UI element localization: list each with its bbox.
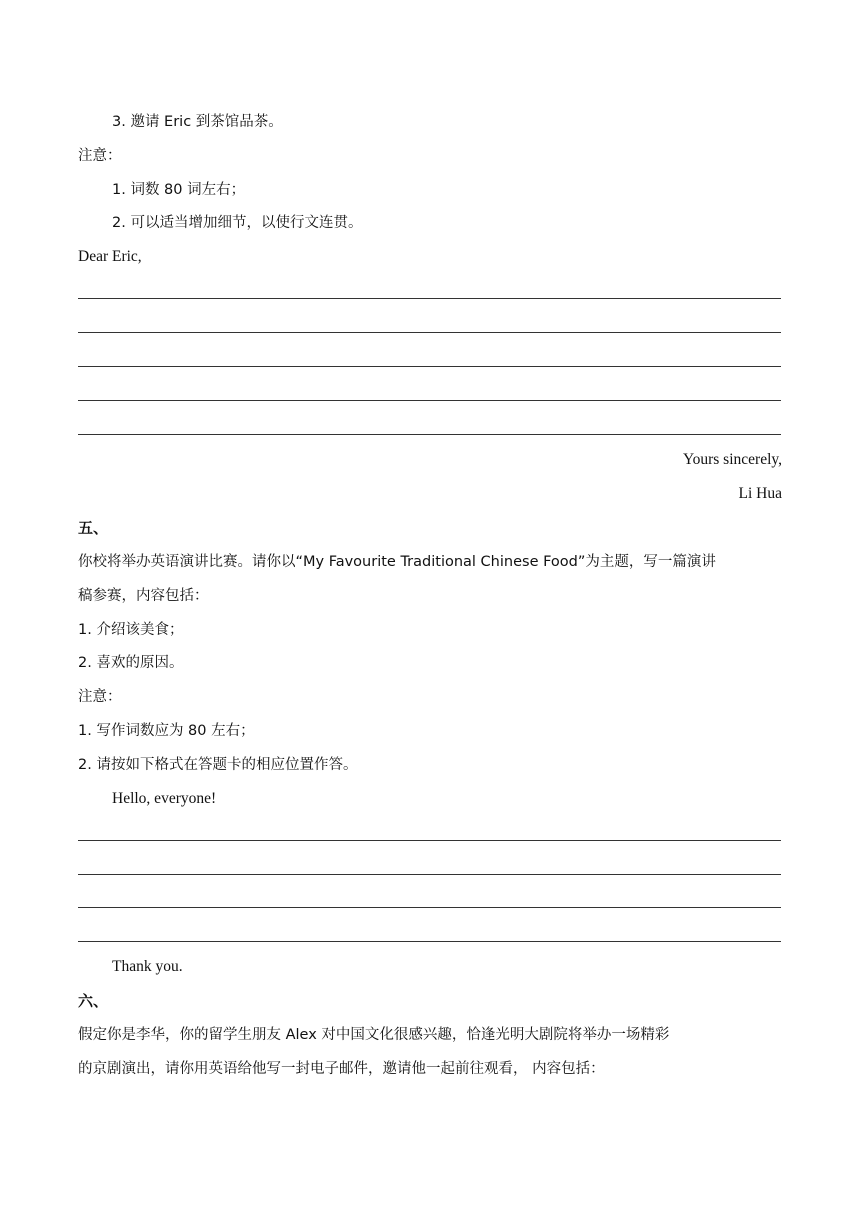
content-item-1: 1. 介绍该美食； — [78, 622, 184, 638]
section-prompt-line-1: 你校将举办英语演讲比赛。请你以“My Favourite Traditional Chinese Food”为主题，写一篇演讲 — [78, 554, 716, 570]
section-prompt-line-1: 假定你是李华，你的留学生朋友 Alex 对中国文化很感兴趣，恰逢光明大剧院将举办一场精彩 — [78, 1027, 670, 1043]
note-item-2: 2. 可以适当增加细节，以使行文连贯。 — [112, 215, 363, 231]
section-prompt-line-2: 的京剧演出，请你用英语给他写一封电子邮件，邀请他一起前往观看， 内容包括： — [78, 1061, 605, 1077]
section-heading: 六、 — [78, 992, 109, 1010]
section-prompt-line-2: 稿参赛，内容包括： — [78, 588, 209, 604]
answer-line — [78, 941, 781, 942]
note-heading: 注意： — [78, 148, 122, 164]
answer-line — [78, 332, 781, 333]
letter-greeting: Dear Eric, — [78, 248, 142, 265]
answer-line — [78, 874, 781, 875]
answer-line — [78, 366, 781, 367]
answer-line — [78, 434, 781, 435]
section-heading: 五、 — [78, 519, 109, 537]
content-item-2: 2. 喜欢的原因。 — [78, 655, 184, 671]
letter-signature: Li Hua — [738, 485, 782, 502]
speech-opening: Hello, everyone! — [112, 790, 217, 807]
answer-line — [78, 907, 781, 908]
note-item-2: 2. 请按如下格式在答题卡的相应位置作答。 — [78, 757, 358, 773]
letter-closing: Yours sincerely, — [682, 451, 782, 468]
answer-line — [78, 840, 781, 841]
note-item-1: 1. 词数 80 词左右； — [112, 182, 246, 198]
answer-line — [78, 400, 781, 401]
answer-line — [78, 298, 781, 299]
note-heading: 注意： — [78, 689, 122, 705]
task-item-3: 3. 邀请 Eric 到茶馆品茶。 — [112, 114, 283, 130]
speech-closing: Thank you. — [112, 958, 183, 975]
note-item-1: 1. 写作词数应为 80 左右； — [78, 723, 255, 739]
